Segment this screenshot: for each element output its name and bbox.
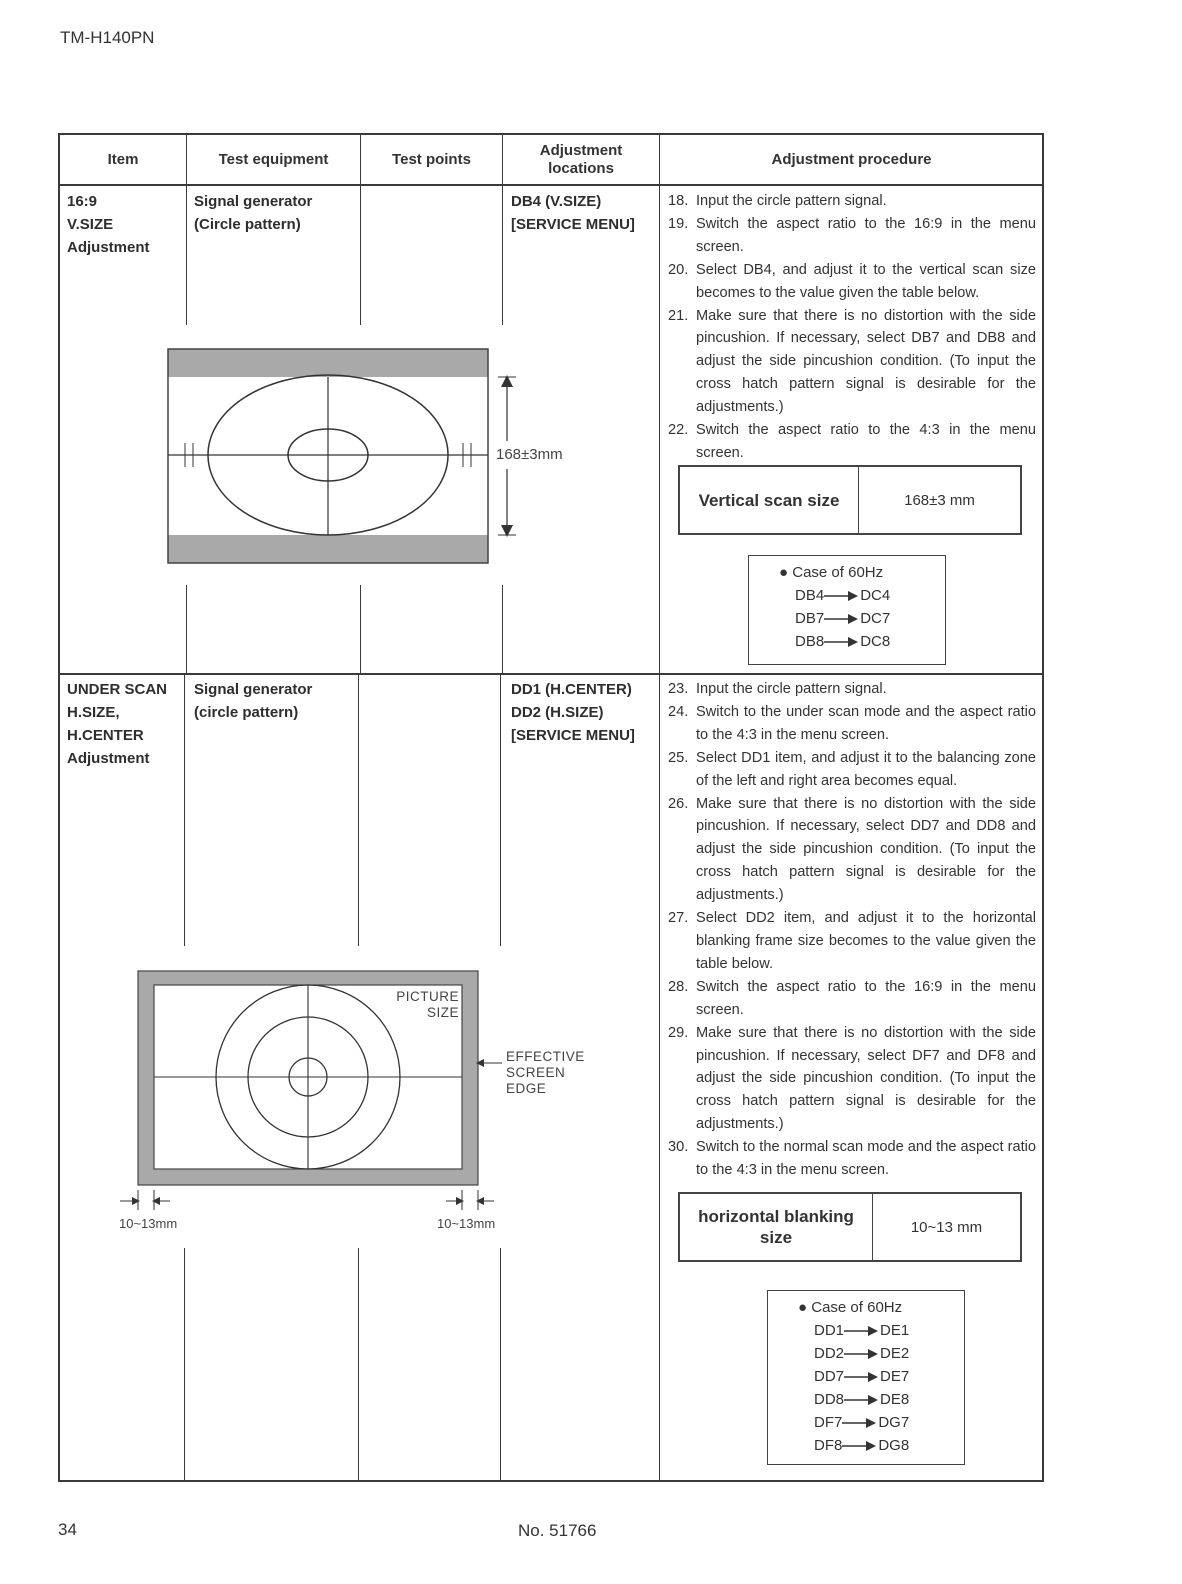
horizontal-blanking-size-table	[678, 1192, 1022, 1262]
procedure-step	[668, 213, 1036, 259]
procedure-step	[668, 190, 1036, 213]
procedure-step	[668, 305, 1036, 420]
step-text: Make sure that there is no distortion with the side pincushion. If necessary, select DD7 and DD8 and adjust the side pincushion condition. (To input the cross hatch pattern signal is desirable for the adjustments.)	[696, 795, 1036, 904]
row2-equipment: Signal generator (circle pattern)	[194, 681, 313, 721]
page-title: TM-H140PN	[60, 28, 155, 47]
step-number: 22.	[668, 422, 689, 439]
column-divider	[502, 185, 503, 325]
column-divider	[360, 185, 361, 325]
column-divider	[184, 1248, 185, 1482]
column-divider	[358, 1248, 359, 1482]
step-text: Make sure that there is no distortion with the side pincushion. If necessary, select DF7 and DF8 and adjust the side pincushion condition. (To input the cross hatch pattern signal is desirable for the adjustments.)	[696, 1024, 1036, 1133]
from-code: DF7	[814, 1414, 843, 1431]
step-text: Switch to the under scan mode and the aspect ratio to the 4:3 in the menu screen.	[696, 703, 1036, 743]
row1-procedure	[668, 190, 1036, 465]
procedure-step	[668, 747, 1036, 793]
case-mapping-row	[768, 1342, 964, 1365]
to-code: DE1	[880, 1322, 910, 1339]
row-divider	[58, 673, 1044, 675]
procedure-step	[668, 793, 1036, 908]
to-code: DE8	[880, 1391, 910, 1408]
from-code: DD1	[814, 1322, 845, 1339]
case-title	[749, 561, 945, 584]
right-arrow-icon	[844, 1395, 880, 1405]
step-text: Switch the aspect ratio to the 4:3 in the menu screen.	[696, 422, 1036, 461]
to-code: DG8	[878, 1437, 910, 1454]
procedure-step	[668, 1022, 1036, 1137]
step-number: 28.	[668, 978, 689, 995]
under-scan-diagram	[110, 965, 530, 1215]
bullet-icon: ●	[798, 1299, 808, 1316]
vertical-dimension-label: 168±3mm	[496, 446, 563, 463]
spec-label: Vertical scan size	[680, 467, 859, 533]
row2-procedure	[668, 678, 1036, 1182]
from-code: DD7	[814, 1368, 845, 1385]
step-text: Select DD1 item, and adjust it to the balancing zone of the left and right area becomes equal.	[696, 749, 1036, 789]
step-number: 29.	[668, 1024, 689, 1041]
case-title	[768, 1296, 964, 1319]
header-adjustment-locations: Adjustment locations	[539, 141, 623, 177]
case-mapping-row	[768, 1411, 964, 1434]
column-divider	[500, 674, 501, 946]
case-60hz-box	[767, 1290, 965, 1465]
step-text: Make sure that there is no distortion with the side pincushion. If necessary, select DB7 and DB8 and adjust the side pincushion condition. (To input the cross hatch pattern signal is desirable for the adjustments.)	[696, 307, 1036, 416]
from-code: DF8	[814, 1437, 843, 1454]
right-arrow-icon	[844, 1372, 880, 1382]
to-code: DE7	[880, 1368, 910, 1385]
header-item: Item	[107, 150, 139, 168]
right-arrow-icon	[824, 614, 860, 624]
bullet-icon: ●	[779, 564, 789, 581]
to-code: DC8	[860, 633, 891, 650]
spec-label: horizontal blanking size	[680, 1194, 873, 1260]
column-divider	[186, 585, 187, 673]
procedure-step	[668, 678, 1036, 701]
right-arrow-icon	[844, 1349, 880, 1359]
effective-screen-edge-label: EFFECTIVE SCREEN EDGE	[506, 1049, 585, 1096]
right-arrow-icon	[842, 1441, 878, 1451]
case-mapping-row	[768, 1319, 964, 1342]
left-blanking-dimension: 10~13mm	[119, 1216, 178, 1231]
case-60hz-box	[748, 555, 946, 665]
step-number: 24.	[668, 703, 689, 720]
case-mapping-row	[749, 584, 945, 607]
row1-locations: DB4 (V.SIZE) [SERVICE MENU]	[511, 193, 635, 233]
picture-size-label: PICTURE SIZE	[387, 989, 459, 1021]
row2-item: UNDER SCAN H.SIZE, H.CENTER Adjustment	[67, 681, 168, 767]
to-code: DC7	[860, 610, 891, 627]
column-divider	[186, 185, 187, 325]
header-adjustment-procedure: Adjustment procedure	[771, 150, 932, 168]
step-number: 25.	[668, 749, 689, 766]
header-test-equipment: Test equipment	[218, 150, 329, 168]
case-mapping-row	[749, 607, 945, 630]
to-code: DC4	[860, 587, 891, 604]
step-number: 27.	[668, 910, 689, 927]
step-text: Select DB4, and adjust it to the vertical scan size becomes to the value given the table below.	[696, 261, 1036, 301]
column-divider	[360, 585, 361, 673]
from-code: DB4	[795, 587, 825, 604]
row1-equipment: Signal generator (Circle pattern)	[194, 193, 313, 233]
step-text: Switch the aspect ratio to the 16:9 in the menu screen.	[696, 215, 1036, 255]
procedure-step	[668, 419, 1036, 465]
step-text: Input the circle pattern signal.	[696, 681, 887, 697]
case-mapping-row	[749, 630, 945, 653]
from-code: DD2	[814, 1345, 845, 1362]
right-arrow-icon	[844, 1326, 880, 1336]
step-number: 18.	[668, 193, 689, 209]
document-number: No. 51766	[518, 1521, 597, 1540]
step-number: 19.	[668, 215, 689, 232]
procedure-step	[668, 907, 1036, 976]
step-number: 20.	[668, 261, 689, 278]
to-code: DG7	[878, 1414, 910, 1431]
row2-locations: DD1 (H.CENTER) DD2 (H.SIZE) [SERVICE MENU]	[511, 681, 635, 744]
step-number: 21.	[668, 307, 689, 324]
step-text: Input the circle pattern signal.	[696, 193, 887, 209]
right-arrow-icon	[824, 591, 860, 601]
column-divider	[500, 1248, 501, 1482]
from-code: DD8	[814, 1391, 845, 1408]
spec-value: 10~13 mm	[910, 1218, 983, 1236]
from-code: DB8	[795, 633, 825, 650]
step-number: 26.	[668, 795, 689, 812]
page-number: 34	[58, 1520, 77, 1539]
to-code: DE2	[880, 1345, 910, 1362]
row1-item: 16:9 V.SIZE Adjustment	[67, 193, 150, 256]
vertical-scan-size-table	[678, 465, 1022, 535]
step-text: Switch the aspect ratio to the 16:9 in the menu screen.	[696, 978, 1036, 1018]
step-text: Switch to the normal scan mode and the aspect ratio to the 4:3 in the menu screen.	[696, 1139, 1036, 1179]
step-text: Select DD2 item, and adjust it to the horizontal blanking frame size becomes to the value given the table below.	[696, 910, 1036, 972]
right-arrow-icon	[824, 637, 860, 647]
case-title-text: Case of 60Hz	[811, 1299, 903, 1316]
procedure-step	[668, 976, 1036, 1022]
procedure-step	[668, 701, 1036, 747]
case-mapping-row	[768, 1434, 964, 1457]
case-mapping-row	[768, 1365, 964, 1388]
from-code: DB7	[795, 610, 825, 627]
step-number: 23.	[668, 681, 689, 697]
procedure-step	[668, 1136, 1036, 1182]
column-divider-procedure	[659, 133, 660, 1482]
step-number: 30.	[668, 1139, 689, 1156]
column-divider	[502, 585, 503, 673]
header-divider	[58, 184, 1044, 186]
procedure-step	[668, 259, 1036, 305]
right-arrow-icon	[842, 1418, 878, 1428]
spec-value: 168±3 mm	[904, 491, 975, 509]
bottom-shade-band	[168, 535, 488, 563]
column-divider	[502, 133, 503, 185]
case-title-text: Case of 60Hz	[792, 564, 884, 581]
case-mapping-row	[768, 1388, 964, 1411]
header-test-points: Test points	[392, 150, 471, 168]
right-blanking-dimension: 10~13mm	[437, 1216, 496, 1231]
top-shade-band	[168, 349, 488, 377]
